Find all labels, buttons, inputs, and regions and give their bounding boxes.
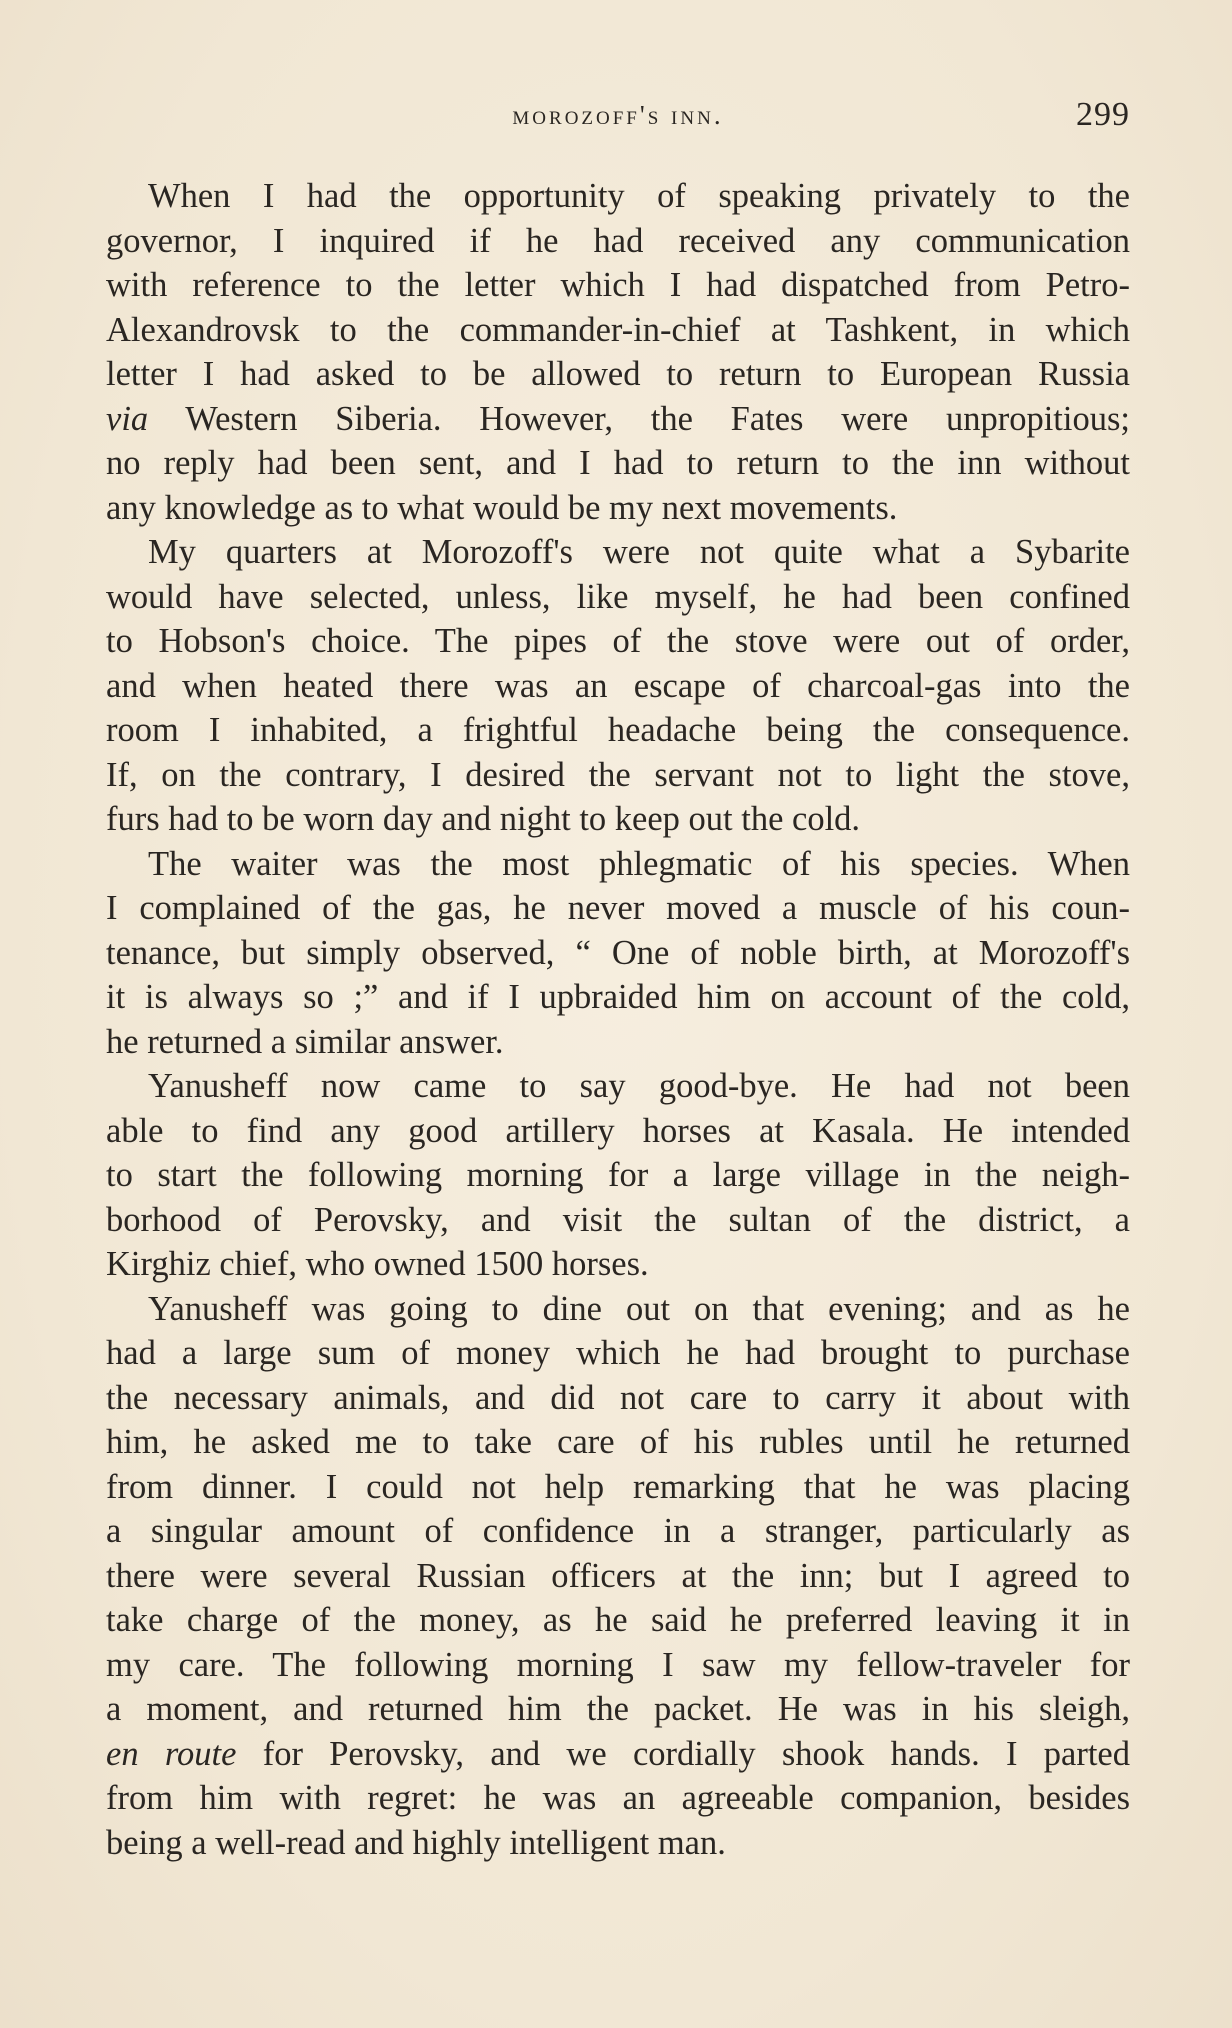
text-line: a singular amount of confidence in a stranger, particularly as — [106, 1512, 1130, 1550]
page-number: 299 — [1076, 96, 1130, 133]
text-line: with reference to the letter which I had dispatched from Petro- — [106, 266, 1130, 304]
text-line: being a well-read and highly intelligent man. — [106, 1823, 726, 1862]
text-line: take charge of the money, as he said he preferred leaving it in — [106, 1601, 1130, 1639]
text-line-rest: for Perovsky, and we cordially shook hands. I parted — [262, 1734, 1130, 1773]
paragraph-4 — [106, 1064, 1130, 1287]
text-line: would have selected, unless, like myself, he had been confined — [106, 577, 1130, 616]
text-line: there were several Russian officers at the inn; but I agreed to — [106, 1556, 1130, 1595]
text-line: and when heated there was an escape of charcoal-gas into the — [106, 666, 1130, 705]
text-line: The waiter was the most phlegmatic of his species. When — [148, 844, 1130, 883]
text-line: Yanusheff now came to say good-bye. He had not been — [148, 1067, 1130, 1105]
text-line: When I had the opportunity of speaking privately to the — [148, 177, 1130, 215]
text-line: Yanusheff was going to dine out on that evening; and as he — [148, 1289, 1130, 1328]
text-line: no reply had been sent, and I had to return to the inn without — [106, 444, 1130, 482]
text-line: a moment, and returned him the packet. He was in his sleigh, — [106, 1690, 1130, 1728]
text-line: he returned a similar answer. — [106, 1022, 504, 1061]
text-line: able to find any good artillery horses at Kasala. He intended — [106, 1111, 1130, 1150]
text-line: furs had to be worn day and night to keep out the cold. — [106, 800, 861, 838]
text-line: I complained of the gas, he never moved a muscle of his coun- — [106, 889, 1130, 927]
text-line-with-italic — [106, 397, 1130, 442]
text-line-with-italic — [106, 1732, 1130, 1777]
text-line: room I inhabited, a frightful headache being the consequence. — [106, 711, 1130, 749]
text-line: it is always so ;” and if I upbraided him on account of the cold, — [106, 978, 1130, 1016]
text-line: my care. The following morning I saw my fellow-traveler for — [106, 1645, 1130, 1684]
text-line: him, he asked me to take care of his rubles until he returned — [106, 1423, 1130, 1461]
italic-phrase: en route — [106, 1734, 237, 1773]
page-header — [106, 96, 1130, 144]
body-text — [106, 174, 1130, 1865]
italic-phrase: via — [106, 399, 149, 438]
text-line: to start the following morning for a large village in the neigh- — [106, 1156, 1130, 1194]
running-head: morozoff's inn. — [512, 100, 724, 130]
text-line: governor, I inquired if he had received any communication — [106, 221, 1130, 260]
text-line: any knowledge as to what would be my next movements. — [106, 488, 898, 527]
text-line: from him with regret: he was an agreeable companion, besides — [106, 1779, 1130, 1817]
paragraph-5 — [106, 1287, 1130, 1866]
text-line-rest: Western Siberia. However, the Fates were unpropitious; — [185, 399, 1130, 438]
text-line: to Hobson's choice. The pipes of the stove were out of order, — [106, 622, 1130, 660]
text-line: tenance, but simply observed, “ One of noble birth, at Morozoff's — [106, 933, 1130, 972]
text-line: My quarters at Morozoff's were not quite what a Sybarite — [148, 533, 1130, 571]
text-line: the necessary animals, and did not care to carry it about with — [106, 1378, 1130, 1417]
paragraph-1 — [106, 174, 1130, 530]
text-line: Alexandrovsk to the commander-in-chief at Tashkent, in which — [106, 310, 1130, 349]
paragraph-2 — [106, 530, 1130, 842]
text-line: had a large sum of money which he had brought to purchase — [106, 1334, 1130, 1372]
text-line: from dinner. I could not help remarking that he was placing — [106, 1467, 1130, 1506]
text-line: letter I had asked to be allowed to return to European Russia — [106, 355, 1130, 393]
text-line: Kirghiz chief, who owned 1500 horses. — [106, 1245, 649, 1283]
text-line: borhood of Perovsky, and visit the sultan of the district, a — [106, 1200, 1130, 1239]
text-line: If, on the contrary, I desired the servant not to light the stove, — [106, 755, 1130, 794]
paragraph-3 — [106, 842, 1130, 1065]
